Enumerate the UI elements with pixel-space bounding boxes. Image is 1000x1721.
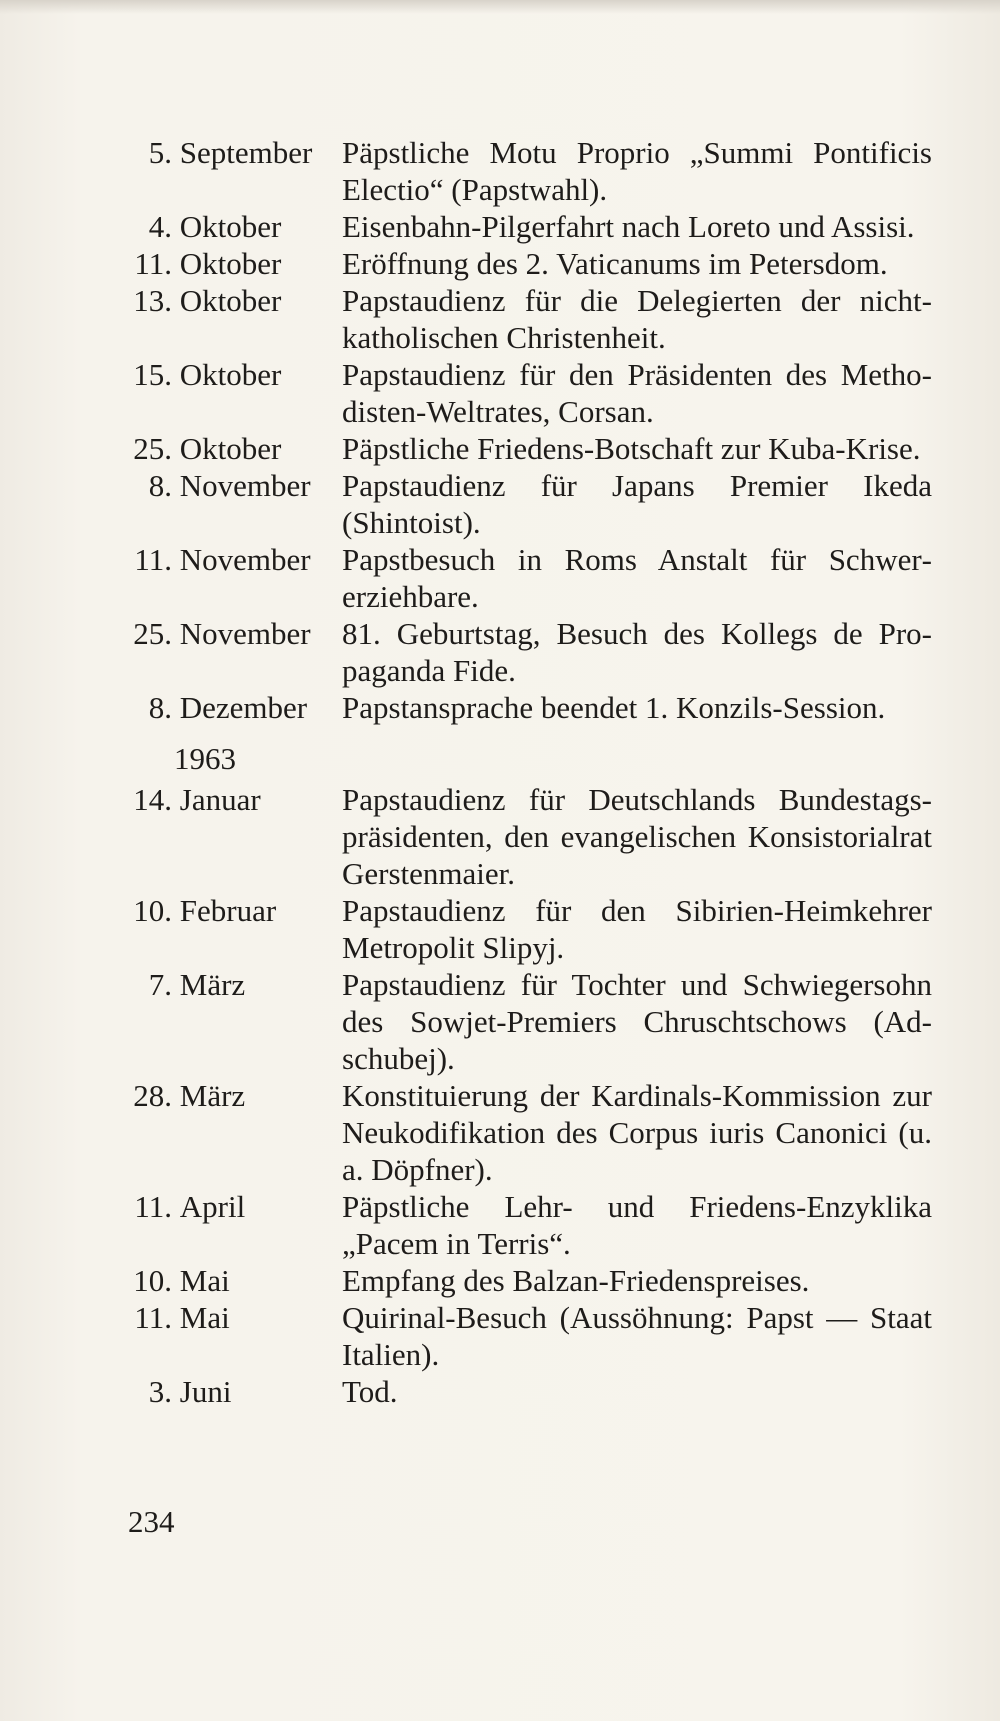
- entry-day: 3.: [148, 1374, 172, 1409]
- entry-event: Päpstliche Motu Proprio „Summi Pontificis Electio“ (Papstwahl).: [342, 135, 932, 207]
- entry-date: [128, 245, 342, 282]
- entry-event: Papstaudienz für Japans Premier Ikeda (Shintoist).: [342, 468, 932, 540]
- entry-day: 8.: [148, 468, 172, 503]
- chronology-entry: [128, 208, 932, 245]
- entry-date: [128, 1299, 342, 1336]
- chronology-entry: [128, 1299, 932, 1373]
- entry-date: [128, 615, 342, 652]
- entry-date: [128, 356, 342, 393]
- entry-day: 15.: [133, 357, 172, 392]
- entry-event: Papstbesuch in Roms Anstalt für Schwererziehbare.: [342, 542, 932, 614]
- entry-day: 14.: [133, 782, 172, 817]
- entry-event: Eisenbahn-Pilgerfahrt nach Loreto und Assisi.: [342, 209, 915, 244]
- entry-date: [128, 134, 342, 171]
- chronology-entry: [128, 1188, 932, 1262]
- entry-date: [128, 892, 342, 929]
- chronology-entry: [128, 1077, 932, 1188]
- entry-month: Mai: [179, 1263, 230, 1298]
- entry-month: Oktober: [179, 431, 282, 466]
- page-edge-shadow: [0, 0, 1000, 14]
- entry-month: März: [179, 1078, 246, 1113]
- entry-month: November: [179, 542, 311, 577]
- chronology-entry: [128, 541, 932, 615]
- entry-day: 11.: [134, 1300, 172, 1335]
- chronology-entry: [128, 430, 932, 467]
- entry-date: [128, 208, 342, 245]
- entry-event: Papstansprache beendet 1. Konzils-Session.: [342, 690, 886, 725]
- chronology-entry: [128, 781, 932, 892]
- entry-event: Papstaudienz für den Sibirien-Heimkehrer Metropolit Slipyj.: [342, 893, 932, 965]
- entry-day: 11.: [134, 542, 172, 577]
- entry-event: Papstaudienz für Tochter und Schwiegersohn des Sowjet-Premiers Chruschtschows (Adschubej).: [342, 967, 932, 1076]
- entry-day: 25.: [133, 431, 172, 466]
- entry-date: [128, 1373, 342, 1410]
- chronology-entry: [128, 966, 932, 1077]
- entry-day: 7.: [148, 967, 172, 1002]
- entry-event: Tod.: [342, 1374, 398, 1409]
- page-number: 234: [128, 1504, 175, 1539]
- entry-date: [128, 430, 342, 467]
- entry-month: Mai: [179, 1300, 230, 1335]
- entry-day: 10.: [133, 1263, 172, 1298]
- year-heading: 1963: [174, 741, 236, 776]
- entry-day: 25.: [133, 616, 172, 651]
- chronology-entry: [128, 282, 932, 356]
- entry-month: Juni: [179, 1374, 232, 1409]
- entry-date: [128, 1077, 342, 1114]
- entry-month: September: [179, 135, 313, 170]
- entry-day: 8.: [148, 690, 172, 725]
- entry-date: [128, 966, 342, 1003]
- entry-day: 13.: [133, 283, 172, 318]
- entry-date: [128, 282, 342, 319]
- entry-date: [128, 467, 342, 504]
- entry-day: 5.: [148, 135, 172, 170]
- entry-date: [128, 1262, 342, 1299]
- chronology-list: [128, 134, 932, 1410]
- entry-date: [128, 1188, 342, 1225]
- chronology-entry: [128, 892, 932, 966]
- chronology-entry: [128, 615, 932, 689]
- entry-month: März: [179, 967, 246, 1002]
- entry-date: [128, 781, 342, 818]
- entry-event: Papstaudienz für Deutschlands Bundestagspräsidenten, den evangelischen Konsistorialrat Gerstenmaier.: [342, 782, 932, 891]
- chronology-entry: [128, 356, 932, 430]
- entry-month: November: [179, 616, 311, 651]
- chronology-entry: [128, 1373, 932, 1410]
- entry-event: Papstaudienz für den Präsidenten des Methodisten-Weltrates, Corsan.: [342, 357, 932, 429]
- entry-event: Papstaudienz für die Delegierten der nichtkatholischen Christenheit.: [342, 283, 932, 355]
- entry-month: Oktober: [179, 209, 282, 244]
- entry-event: Empfang des Balzan-Friedenspreises.: [342, 1263, 810, 1298]
- entry-day: 10.: [133, 893, 172, 928]
- entry-event: Päpstliche Lehr- und Friedens-Enzyklika „Pacem in Terris“.: [342, 1189, 932, 1261]
- entry-day: 4.: [148, 209, 172, 244]
- entry-month: November: [179, 468, 311, 503]
- chronology-entry: [128, 689, 932, 726]
- entry-event: Quirinal-Besuch (Aussöhnung: Papst — Staat Italien).: [342, 1300, 932, 1372]
- entry-day: 28.: [133, 1078, 172, 1113]
- entry-event: Päpstliche Friedens-Botschaft zur Kuba-Krise.: [342, 431, 921, 466]
- entry-event: 81. Geburtstag, Besuch des Kollegs de Propaganda Fide.: [342, 616, 932, 688]
- chronology-entry: [128, 134, 932, 208]
- entry-date: [128, 689, 342, 726]
- entry-month: Oktober: [179, 283, 282, 318]
- entry-month: Dezember: [179, 690, 308, 725]
- entry-month: Oktober: [179, 357, 282, 392]
- entry-event: Konstituierung der Kardinals-Kommission zur Neukodifikation des Corpus iuris Canonici (u. a. Döpfner).: [342, 1078, 932, 1187]
- entry-date: [128, 541, 342, 578]
- chronology-entry: [128, 467, 932, 541]
- entry-day: 11.: [134, 1189, 172, 1224]
- chronology-entry: [128, 1262, 932, 1299]
- entry-event: Eröffnung des 2. Vaticanums im Petersdom.: [342, 246, 888, 281]
- entry-month: April: [179, 1189, 246, 1224]
- entry-month: Januar: [179, 782, 261, 817]
- entry-month: Oktober: [179, 246, 282, 281]
- chronology-entry: [128, 245, 932, 282]
- entry-month: Februar: [179, 893, 277, 928]
- entry-day: 11.: [134, 246, 172, 281]
